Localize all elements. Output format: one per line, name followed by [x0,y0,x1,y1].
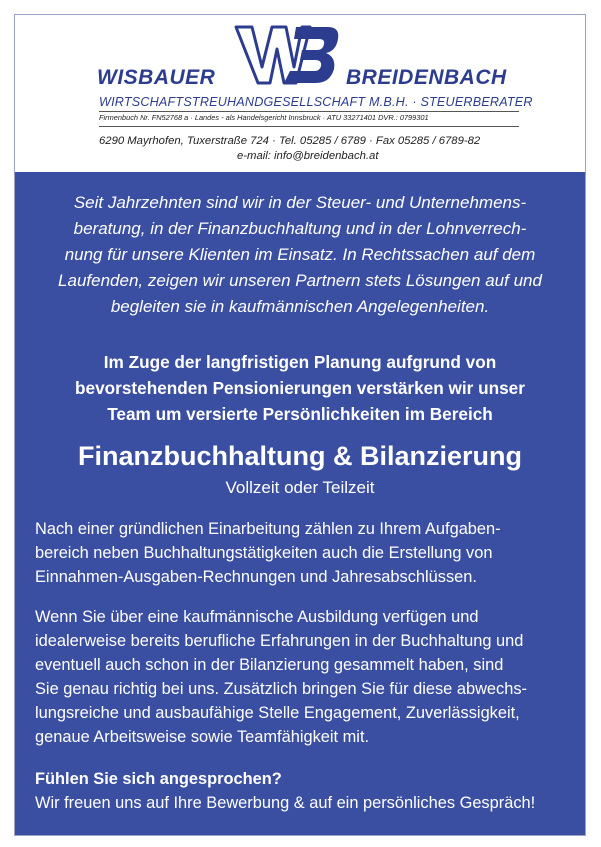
ad-panel [15,172,585,835]
duties-line: Einnahmen-Ausgaben-Rechnungen und Jahresabschlüssen. [35,568,477,586]
intro-paragraph [33,190,567,320]
intro-line: nung für unsere Klienten im Einsatz. In Rechtssachen auf dem [64,245,536,264]
ad-frame [14,14,586,836]
requirements-line: lungsreiche und ausbaufähige Stelle Engagement, Zuverlässigkeit, [35,704,520,722]
duties-line: Nach einer gründlichen Einarbeitung zählen zu Ihrem Aufgaben- [35,520,501,538]
divider [99,111,519,112]
requirements-line: genaue Arbeitsweise sowie Teamfähigkeit mit. [35,728,370,746]
email-line: e-mail: info@breidenbach.at [237,150,379,162]
closing-heading: Fühlen Sie sich angesprochen? [35,770,282,788]
requirements-paragraph [35,605,575,749]
requirements-line: Wenn Sie über eine kaufmännische Ausbildung verfügen und [35,608,479,626]
lead-paragraph [33,349,567,427]
lead-line: Im Zuge der langfristigen Planung aufgrund von [103,352,497,372]
letterhead [15,15,585,172]
position-subtitle: Vollzeit oder Teilzeit [225,478,375,497]
requirements-line: Sie genau richtig bei uns. Zusätzlich bringen Sie für diese abwechs- [35,680,527,698]
wb-logo [230,23,340,89]
address-line: 6290 Mayrhofen, Tuxerstraße 724 · Tel. 05285 / 6789 · Fax 05285 / 6789-82 [99,135,481,147]
duties-line: bereich neben Buchhaltungstätigkeiten auch die Erstellung von [35,544,493,562]
intro-line: Laufenden, zeigen wir unseren Partnern stets Lösungen auf und [58,271,542,290]
brand-name-right: BREIDENBACH [346,66,507,89]
company-type: WIRTSCHAFTSTREUHANDGESELLSCHAFT M.B.H. · STEUERBERATER [99,95,533,109]
divider [99,126,519,127]
position-title: Finanzbuchhaltung & Bilanzierung [78,441,522,471]
intro-line: Seit Jahrzehnten sind wir in der Steuer- und Unternehmens- [73,193,527,212]
lead-line: Team um versierte Persönlichkeiten im Bereich [107,404,493,424]
closing-text: Wir freuen uns auf Ihre Bewerbung & auf ein persönliches Gespräch! [35,794,536,812]
lead-line: bevorstehenden Pensionierungen verstärken wir unser [75,378,525,398]
duties-paragraph [35,517,575,589]
requirements-line: idealerweise bereits berufliche Erfahrungen in der Buchhaltung und [35,632,524,650]
brand-name-left: WISBAUER [97,66,216,89]
requirements-line: eventuell auch schon in der Bilanzierung gesammelt haben, sind [35,656,504,674]
registry-line: Firmenbuch Nr. FN52768 a · Landes - als Handelsgericht Innsbruck · ATU 33271401 DVR.: 0799301 [99,113,429,122]
intro-line: begleiten sie in kaufmännischen Angelegenheiten. [110,297,490,316]
intro-line: beratung, in der Finanzbuchhaltung und in der Lohnverrech- [73,219,527,238]
